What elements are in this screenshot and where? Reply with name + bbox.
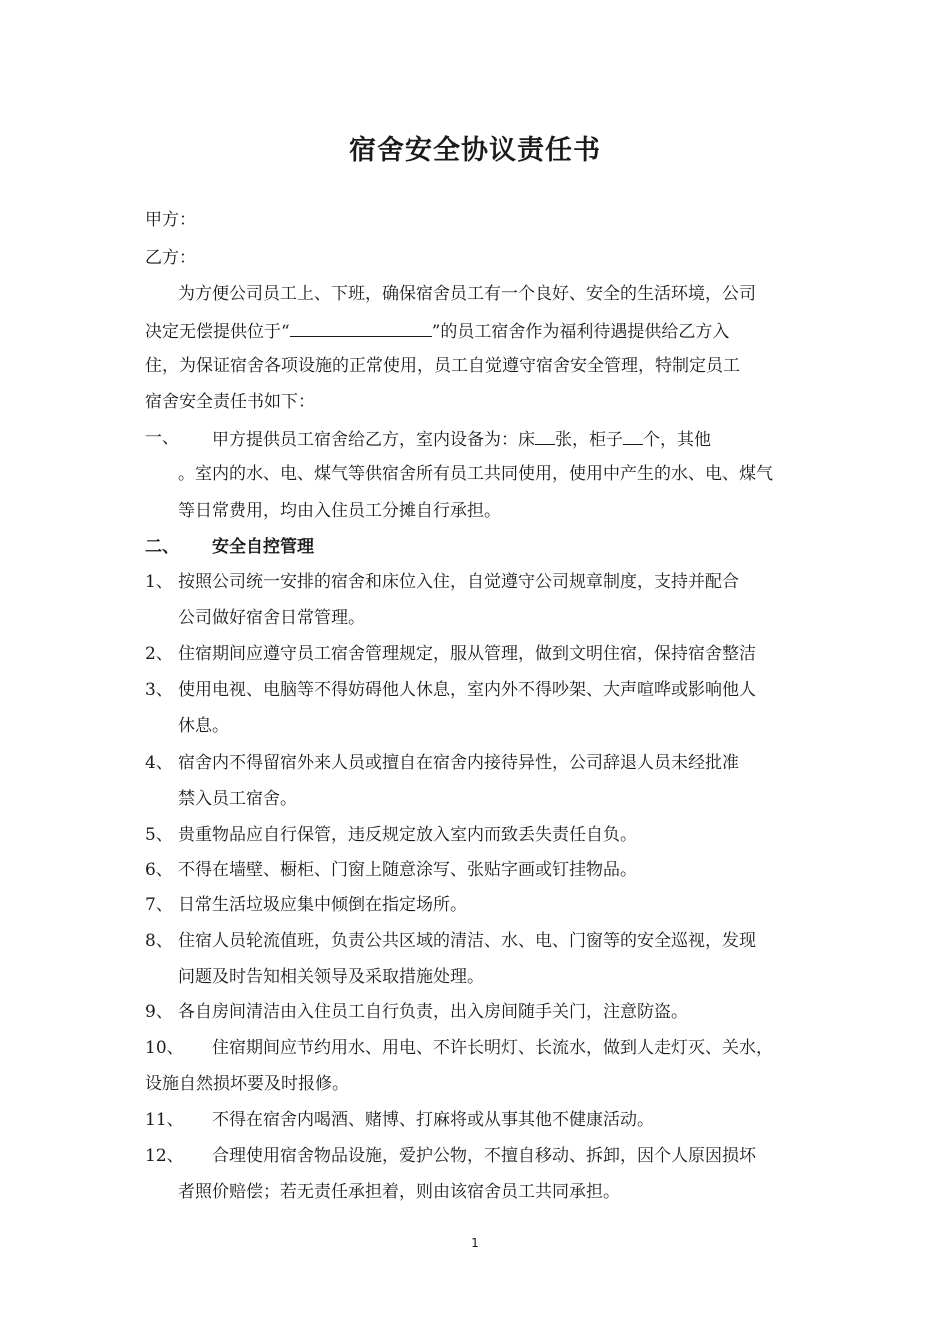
item-text: 住宿人员轮流值班，负责公共区域的清洁、水、电、门窗等的安全巡视，发现 bbox=[178, 931, 756, 951]
party-a-label: 甲方： bbox=[145, 210, 196, 230]
item-text: 设施自然损坏要及时报修。 bbox=[145, 1074, 349, 1094]
item-text: 禁入员工宿舍。 bbox=[178, 789, 297, 809]
item-text: 不得在墙壁、橱柜、门窗上随意涂写、张贴字画或钉挂物品。 bbox=[178, 860, 637, 880]
party-b-label: 乙方： bbox=[145, 248, 196, 268]
section-1-line-3: 等日常费用，均由入住员工分摊自行承担。 bbox=[178, 501, 501, 521]
item-text: 日常生活垃圾应集中倾倒在指定场所。 bbox=[178, 895, 467, 915]
section-1-number: 一、 bbox=[145, 428, 179, 448]
item-text: 住宿期间应遵守员工宿舍管理规定，服从管理，做到文明住宿，保持宿舍整洁 bbox=[178, 644, 756, 664]
item-number: 12、 bbox=[145, 1146, 184, 1166]
item-number: 3、 bbox=[145, 680, 173, 700]
item-text: 使用电视、电脑等不得妨碍他人休息，室内外不得吵架、大声喧哗或影响他人 bbox=[178, 680, 756, 700]
item-text: 问题及时告知相关领导及采取措施处理。 bbox=[178, 967, 484, 987]
item-text: 公司做好宿舍日常管理。 bbox=[178, 608, 365, 628]
document-title: 宿舍安全协议责任书 bbox=[349, 135, 601, 166]
item-number: 8、 bbox=[145, 931, 173, 951]
address-blank bbox=[290, 318, 432, 337]
intro-line-4: 宿舍安全责任书如下： bbox=[145, 392, 315, 412]
item-number: 10、 bbox=[145, 1038, 184, 1058]
intro-line-3: 住，为保证宿舍各项设施的正常使用，员工自觉遵守宿舍安全管理，特制定员工 bbox=[145, 356, 740, 376]
section-2-number: 二、 bbox=[145, 537, 179, 557]
item-text: 按照公司统一安排的宿舍和床位入住，自觉遵守公司规章制度，支持并配合 bbox=[178, 572, 739, 592]
item-number: 2、 bbox=[145, 644, 173, 664]
item-number: 11、 bbox=[145, 1110, 184, 1130]
item-text: 住宿期间应节约用水、用电、不许长明灯、长流水，做到人走灯灭、关水， bbox=[212, 1038, 773, 1058]
item-text: 各自房间清洁由入住员工自行负责，出入房间随手关门，注意防盗。 bbox=[178, 1002, 688, 1022]
section-2-title: 安全自控管理 bbox=[212, 537, 314, 557]
item-text: 休息。 bbox=[178, 716, 229, 736]
item-number: 7、 bbox=[145, 895, 173, 915]
bed-count-blank bbox=[535, 426, 555, 445]
item-text: 贵重物品应自行保管，违反规定放入室内而致丢失责任自负。 bbox=[178, 825, 637, 845]
cabinet-count-blank bbox=[623, 426, 643, 445]
item-number: 4、 bbox=[145, 753, 173, 773]
intro-line-2: 决定无偿提供位于“ ”的员工宿舍作为福利待遇提供给乙方入 bbox=[145, 318, 729, 344]
page-number: 1 bbox=[471, 1236, 479, 1250]
item-text: 合理使用宿舍物品设施，爱护公物，不擅自移动、拆卸，因个人原因损坏 bbox=[212, 1146, 756, 1166]
item-number: 1、 bbox=[145, 572, 173, 592]
item-number: 9、 bbox=[145, 1002, 173, 1022]
item-text: 宿舍内不得留宿外来人员或擅自在宿舍内接待异性，公司辞退人员未经批准 bbox=[178, 753, 739, 773]
section-1-line-1: 甲方提供员工宿舍给乙方，室内设备为：床 张，柜子 个，其他 bbox=[212, 426, 711, 452]
item-number: 5、 bbox=[145, 825, 173, 845]
item-number: 6、 bbox=[145, 860, 173, 880]
item-text: 不得在宿舍内喝酒、赌博、打麻将或从事其他不健康活动。 bbox=[212, 1110, 654, 1130]
section-1-line-2: 。室内的水、电、煤气等供宿舍所有员工共同使用，使用中产生的水、电、煤气 bbox=[178, 464, 773, 484]
item-text: 者照价赔偿；若无责任承担着，则由该宿舍员工共同承担。 bbox=[178, 1182, 620, 1202]
intro-line-1: 为方便公司员工上、下班，确保宿舍员工有一个良好、安全的生活环境，公司 bbox=[178, 284, 756, 304]
